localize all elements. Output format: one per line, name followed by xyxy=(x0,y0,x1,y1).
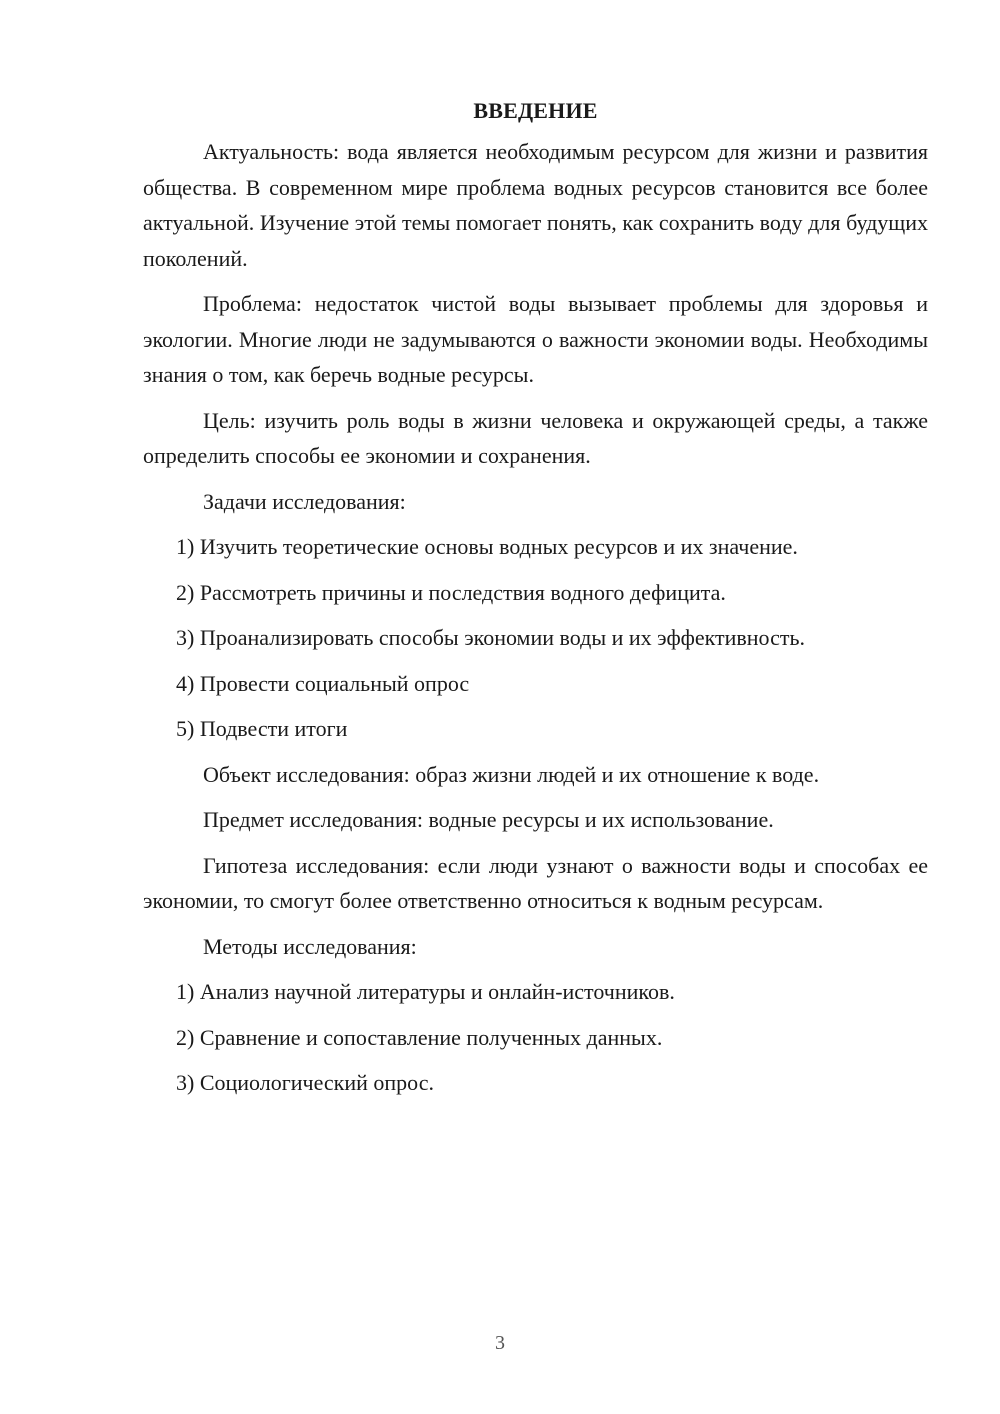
page-number: 3 xyxy=(495,1332,505,1354)
subject-paragraph: Предмет исследования: водные ресурсы и их использование. xyxy=(203,807,774,832)
task-item-2: 2) Рассмотреть причины и последствия водного дефицита. xyxy=(176,579,726,605)
object-paragraph: Объект исследования: образ жизни людей и их отношение к воде. xyxy=(203,761,820,787)
goal-paragraph: Цель: изучить роль воды в жизни человека и окружающей среды, а также определить способы ее экономии и сохранения. xyxy=(143,407,928,468)
methods-heading: Методы исследования: xyxy=(203,933,417,959)
tasks-heading: Задачи исследования: xyxy=(203,488,406,514)
method-item-1: 1) Анализ научной литературы и онлайн-источников. xyxy=(176,979,675,1004)
task-item-5: 5) Подвести итоги xyxy=(176,716,348,741)
method-item-3: 3) Социологический опрос. xyxy=(176,1070,434,1095)
document-title: ВВЕДЕНИЕ xyxy=(473,98,598,123)
problem-paragraph: Проблема: недостаток чистой воды вызывает проблемы для здоровья и экологии. Многие люди не задумываются о важности экономии воды. Необходимы знания о том, как беречь водные ресурсы. xyxy=(143,291,928,387)
task-item-3: 3) Проанализировать способы экономии воды и их эффективность. xyxy=(176,625,806,650)
task-item-1: 1) Изучить теоретические основы водных ресурсов и их значение. xyxy=(176,534,798,559)
task-item-4: 4) Провести социальный опрос xyxy=(176,670,470,696)
method-item-2: 2) Сравнение и сопоставление полученных данных. xyxy=(176,1024,663,1050)
relevance-paragraph: Актуальность: вода является необходимым ресурсом для жизни и развития общества. В современном мире проблема водных ресурсов становится все более актуальной. Изучение этой темы помогает понять, как сохранить воду для будущих поколений. xyxy=(143,139,928,271)
document-page xyxy=(143,96,928,1111)
hypothesis-paragraph: Гипотеза исследования: если люди узнают о важности воды и способах ее экономии, то смогут более ответственно относиться к водным ресурсам. xyxy=(143,852,928,913)
